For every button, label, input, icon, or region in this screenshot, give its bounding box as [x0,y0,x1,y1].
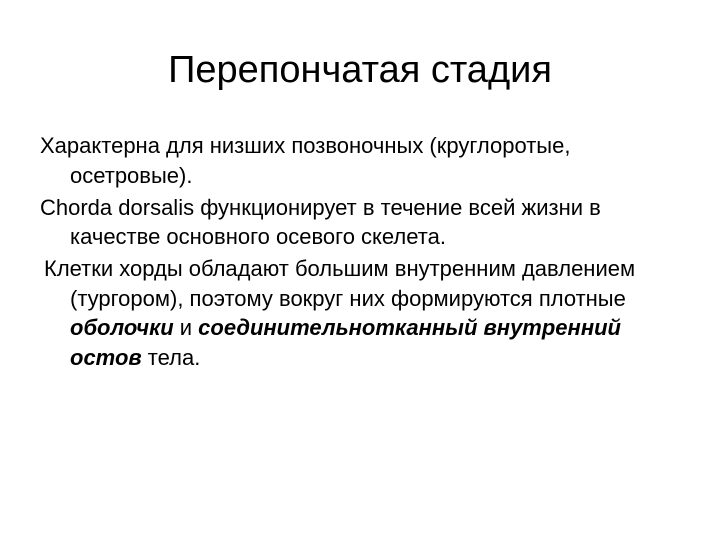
slide-title: Перепончатая стадия [168,49,552,91]
paragraph-characteristic: Характерна для низших позвоночных (круглоротые, осетровые). [40,133,571,188]
paragraph-notochord-text-3: тела. [141,344,201,370]
paragraph-notochord-text-2: и [173,315,199,340]
paragraph-notochord-text-1: Клетки хорды обладают большим внутренним давлением (тургором), поэтому вокруг них формируются плотные [44,256,636,311]
term-connective-tissue-skeleton: соединительнотканный внутренний остов [70,315,621,370]
slide-body [40,131,680,375]
paragraph-notochord-cells [40,254,680,372]
paragraph-chorda-dorsalis: Chorda dorsalis функционирует в течение всей жизни в качестве основного осевого скелета. [40,194,601,249]
term-membranes: оболочки [70,315,174,340]
